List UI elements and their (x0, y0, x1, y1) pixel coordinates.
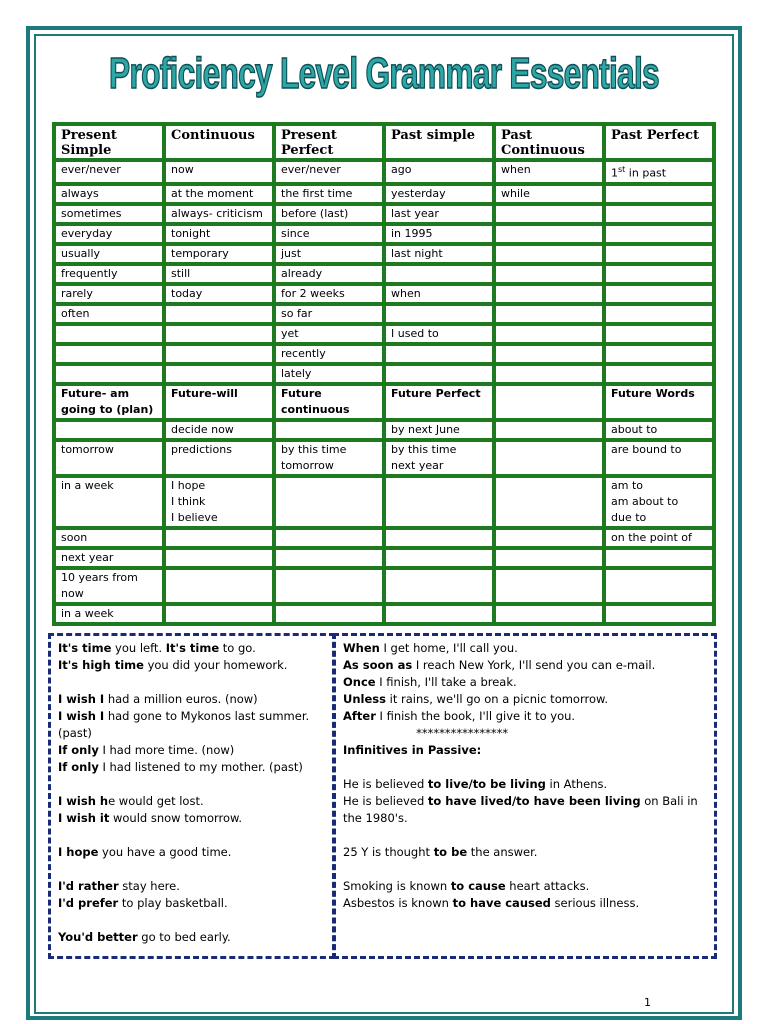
text-line (58, 674, 325, 691)
table-row (54, 184, 714, 204)
table-cell: ever/never (274, 160, 384, 184)
table-cell: last night (384, 244, 494, 264)
text-line: He is believed to live/to be living in Athens. (343, 777, 608, 791)
text-line: If only I had more time. (now) (58, 743, 235, 757)
table-cell (604, 264, 714, 284)
text-line: Asbestos is known to have caused serious illness. (343, 896, 640, 910)
table-cell (164, 604, 274, 624)
table-cell (164, 364, 274, 384)
table-row (54, 384, 714, 420)
table-cell: the first time (274, 184, 384, 204)
table-cell (274, 528, 384, 548)
table-cell: for 2 weeks (274, 284, 384, 304)
table-row (54, 244, 714, 264)
table-cell: Past Perfect (604, 124, 714, 160)
table-cell: 1st in past (604, 160, 714, 184)
table-row (54, 344, 714, 364)
table-cell (494, 440, 604, 476)
table-cell (164, 528, 274, 548)
table-cell (384, 264, 494, 284)
grammar-table (52, 122, 716, 626)
table-cell (274, 420, 384, 440)
text-line: Infinitives in Passive: (343, 743, 482, 757)
text-line: You'd better go to bed early. (58, 930, 231, 944)
table-cell: soon (54, 528, 164, 548)
text-line: He is believed to have lived/to have been living on Bali in (343, 794, 698, 808)
text-line: If only I had listened to my mother. (past) (58, 760, 303, 774)
table-cell: temporary (164, 244, 274, 264)
table-cell: often (54, 304, 164, 324)
text-line (58, 912, 325, 929)
table-row (54, 284, 714, 304)
table-cell (164, 568, 274, 604)
table-cell: so far (274, 304, 384, 324)
table-cell (494, 204, 604, 224)
text-line (58, 827, 325, 844)
table-cell (494, 528, 604, 548)
table-cell: Future Words (604, 384, 714, 420)
table-cell: Future continuous (274, 384, 384, 420)
table-cell (274, 568, 384, 604)
text-line: Smoking is known to cause heart attacks. (343, 879, 590, 893)
table-cell: before (last) (274, 204, 384, 224)
text-line: I wish it would snow tomorrow. (58, 811, 243, 825)
text-line: the 1980's. (343, 811, 408, 825)
table-cell (384, 568, 494, 604)
table-cell: I hope I think I believe (164, 476, 274, 528)
table-cell (54, 420, 164, 440)
table-row (54, 204, 714, 224)
table-cell (384, 548, 494, 568)
table-cell: ever/never (54, 160, 164, 184)
table-cell (494, 244, 604, 264)
table-cell (164, 548, 274, 568)
time-clauses-passive-box (333, 633, 717, 959)
table-cell: just (274, 244, 384, 264)
table-cell (604, 604, 714, 624)
page-number: 1 (644, 996, 651, 1009)
table-cell: next year (54, 548, 164, 568)
table-row (54, 124, 714, 160)
table-cell (494, 548, 604, 568)
table-cell (494, 384, 604, 420)
table-cell (384, 604, 494, 624)
text-line: I'd prefer to play basketball. (58, 896, 228, 910)
table-cell: about to (604, 420, 714, 440)
text-line: It's time you left. It's time to go. (58, 641, 256, 655)
table-cell (494, 476, 604, 528)
table-cell (274, 548, 384, 568)
table-cell (494, 304, 604, 324)
table-cell (494, 344, 604, 364)
text-line: I wish I had a million euros. (now) (58, 692, 258, 706)
text-line: I wish I had gone to Mykonos last summer. (58, 709, 310, 723)
table-cell: by next June (384, 420, 494, 440)
text-line: (past) (58, 726, 92, 740)
table-cell (604, 204, 714, 224)
table-cell (604, 224, 714, 244)
table-cell: decide now (164, 420, 274, 440)
table-cell: still (164, 264, 274, 284)
text-line (343, 827, 707, 844)
table-row (54, 324, 714, 344)
table-cell: frequently (54, 264, 164, 284)
table-cell: Continuous (164, 124, 274, 160)
table-cell: Past Continuous (494, 124, 604, 160)
table-row (54, 568, 714, 604)
table-cell: usually (54, 244, 164, 264)
table-row (54, 548, 714, 568)
table-cell (494, 604, 604, 624)
table-cell: Future-will (164, 384, 274, 420)
table-cell: Future- am going to (plan) (54, 384, 164, 420)
wish-expressions-box (48, 633, 335, 959)
table-cell (54, 324, 164, 344)
table-cell: when (384, 284, 494, 304)
table-cell: by this time tomorrow (274, 440, 384, 476)
table-cell (604, 304, 714, 324)
table-cell (54, 344, 164, 364)
table-cell: always- criticism (164, 204, 274, 224)
table-cell: recently (274, 344, 384, 364)
table-cell (384, 476, 494, 528)
text-line (58, 861, 325, 878)
table-cell: in 1995 (384, 224, 494, 244)
table-cell (274, 476, 384, 528)
table-cell: 10 years from now (54, 568, 164, 604)
table-cell (604, 568, 714, 604)
table-cell (274, 604, 384, 624)
table-row (54, 440, 714, 476)
table-cell (494, 284, 604, 304)
table-cell (164, 304, 274, 324)
table-cell (604, 184, 714, 204)
table-cell (494, 420, 604, 440)
table-cell: at the moment (164, 184, 274, 204)
table-cell: Past simple (384, 124, 494, 160)
table-cell (604, 244, 714, 264)
text-line (343, 759, 707, 776)
table-cell: are bound to (604, 440, 714, 476)
text-line (343, 861, 707, 878)
text-line: After I finish the book, I'll give it to you. (343, 709, 576, 723)
table-cell (384, 304, 494, 324)
table-cell: on the point of (604, 528, 714, 548)
text-line: I hope you have a good time. (58, 845, 232, 859)
text-line: When I get home, I'll call you. (343, 641, 518, 655)
text-line: **************** (343, 726, 509, 740)
table-row (54, 304, 714, 324)
table-cell: Present Perfect (274, 124, 384, 160)
table-cell (604, 548, 714, 568)
table-cell: ago (384, 160, 494, 184)
table-cell (384, 344, 494, 364)
text-line: Unless it rains, we'll go on a picnic tomorrow. (343, 692, 609, 706)
table-cell (604, 344, 714, 364)
table-cell (164, 324, 274, 344)
table-cell (494, 364, 604, 384)
table-cell: tomorrow (54, 440, 164, 476)
table-row (54, 224, 714, 244)
table-cell (494, 568, 604, 604)
text-line: 25 Y is thought to be the answer. (343, 845, 538, 859)
table-row (54, 420, 714, 440)
text-line: I wish he would get lost. (58, 794, 204, 808)
table-cell: already (274, 264, 384, 284)
table-row (54, 528, 714, 548)
table-row (54, 476, 714, 528)
table-cell: Future Perfect (384, 384, 494, 420)
table-cell: I used to (384, 324, 494, 344)
table-cell (54, 364, 164, 384)
table-cell: predictions (164, 440, 274, 476)
table-cell (494, 264, 604, 284)
table-row (54, 160, 714, 184)
text-line: It's high time you did your homework. (58, 658, 288, 672)
table-cell (604, 324, 714, 344)
table-cell (604, 364, 714, 384)
table-cell: yesterday (384, 184, 494, 204)
table-cell: lately (274, 364, 384, 384)
table-row (54, 264, 714, 284)
table-cell: in a week (54, 476, 164, 528)
table-cell: tonight (164, 224, 274, 244)
table-cell (494, 324, 604, 344)
table-cell: everyday (54, 224, 164, 244)
table-cell: in a week (54, 604, 164, 624)
table-cell (164, 344, 274, 364)
table-row (54, 364, 714, 384)
table-cell: rarely (54, 284, 164, 304)
table-cell: since (274, 224, 384, 244)
table-cell: always (54, 184, 164, 204)
table-cell: sometimes (54, 204, 164, 224)
text-line: I'd rather stay here. (58, 879, 180, 893)
table-cell (604, 284, 714, 304)
table-cell: am to am about to due to (604, 476, 714, 528)
table-cell: while (494, 184, 604, 204)
text-line: As soon as I reach New York, I'll send you can e-mail. (343, 658, 656, 672)
table-cell: by this time next year (384, 440, 494, 476)
table-cell: today (164, 284, 274, 304)
table-cell: now (164, 160, 274, 184)
table-cell (384, 528, 494, 548)
table-cell: Present Simple (54, 124, 164, 160)
text-line (58, 776, 325, 793)
table-cell: when (494, 160, 604, 184)
table-cell: yet (274, 324, 384, 344)
table-cell: last year (384, 204, 494, 224)
table-cell (494, 224, 604, 244)
page-title: Proficiency Level Grammar Essentials (109, 49, 659, 98)
table-row (54, 604, 714, 624)
table-cell (384, 364, 494, 384)
text-line: Once I finish, I'll take a break. (343, 675, 517, 689)
